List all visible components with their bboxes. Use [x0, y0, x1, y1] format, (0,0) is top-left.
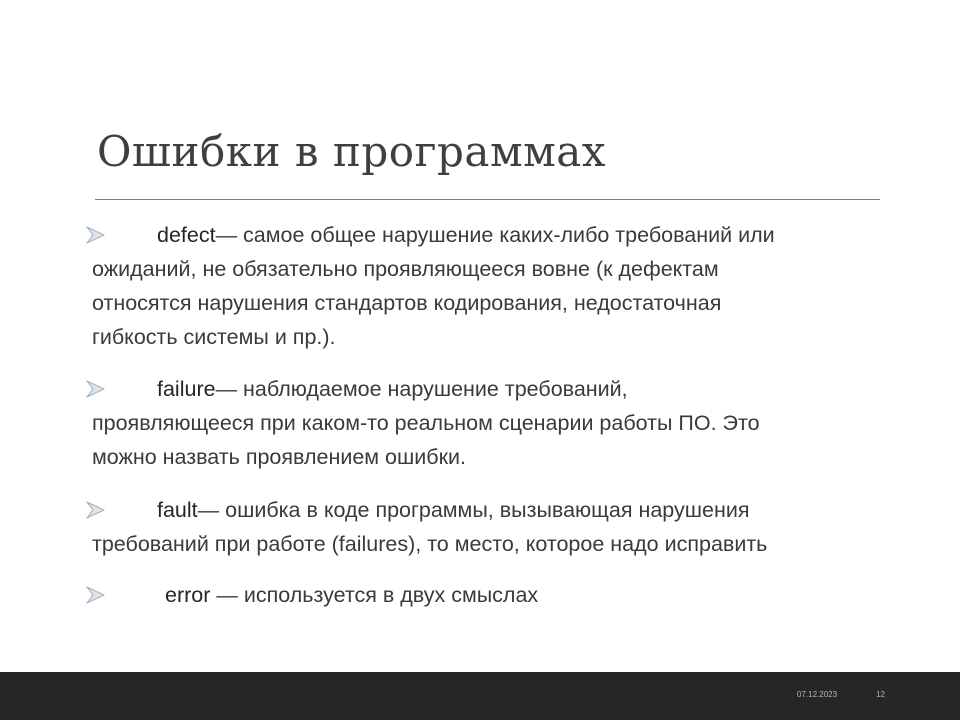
bullet-text: — самое общее нарушение каких-либо требований или	[215, 223, 775, 247]
bullet-first-line	[88, 578, 888, 612]
bullet-text: — ошибка в коде программы, вызывающая нарушения	[197, 498, 750, 522]
term-failure: failure	[157, 377, 216, 401]
term-defect: defect	[157, 223, 216, 247]
bullet-first-line	[88, 372, 888, 406]
arrowhead-bullet-icon	[86, 501, 105, 519]
bullet-text: — используется в двух смыслах	[210, 583, 539, 607]
footer-date: 07.12.2023	[797, 690, 838, 699]
bullet-text: — наблюдаемое нарушение требований,	[215, 377, 628, 401]
title-divider	[95, 199, 880, 200]
page-number: 12	[876, 690, 885, 699]
bullet-defect	[88, 218, 888, 354]
term-error: error	[165, 583, 211, 607]
bullet-fault	[88, 493, 888, 561]
arrowhead-bullet-icon	[86, 226, 105, 244]
bullet-text: относятся нарушения стандартов кодирования, недостаточная	[92, 291, 722, 315]
bullet-text: проявляющееся при каком-то реальном сценарии работы ПО. Это	[92, 411, 760, 435]
footer-bar	[0, 672, 960, 720]
slide-title: Ошибки в программах	[97, 127, 607, 176]
bullet-text: требований при работе (failures), то место, которое надо исправить	[92, 532, 768, 556]
bullet-failure	[88, 372, 888, 474]
term-fault: fault	[157, 498, 198, 522]
bullet-error	[88, 578, 888, 612]
bullet-text: можно назвать проявлением ошибки.	[92, 445, 466, 469]
arrowhead-bullet-icon	[86, 380, 105, 398]
bullet-first-line	[88, 218, 888, 252]
bullet-text: ожиданий, не обязательно проявляющееся вовне (к дефектам	[92, 257, 719, 281]
arrowhead-bullet-icon	[86, 586, 105, 604]
bullet-text: гибкость системы и пр.).	[92, 325, 336, 349]
bullet-first-line	[88, 493, 888, 527]
